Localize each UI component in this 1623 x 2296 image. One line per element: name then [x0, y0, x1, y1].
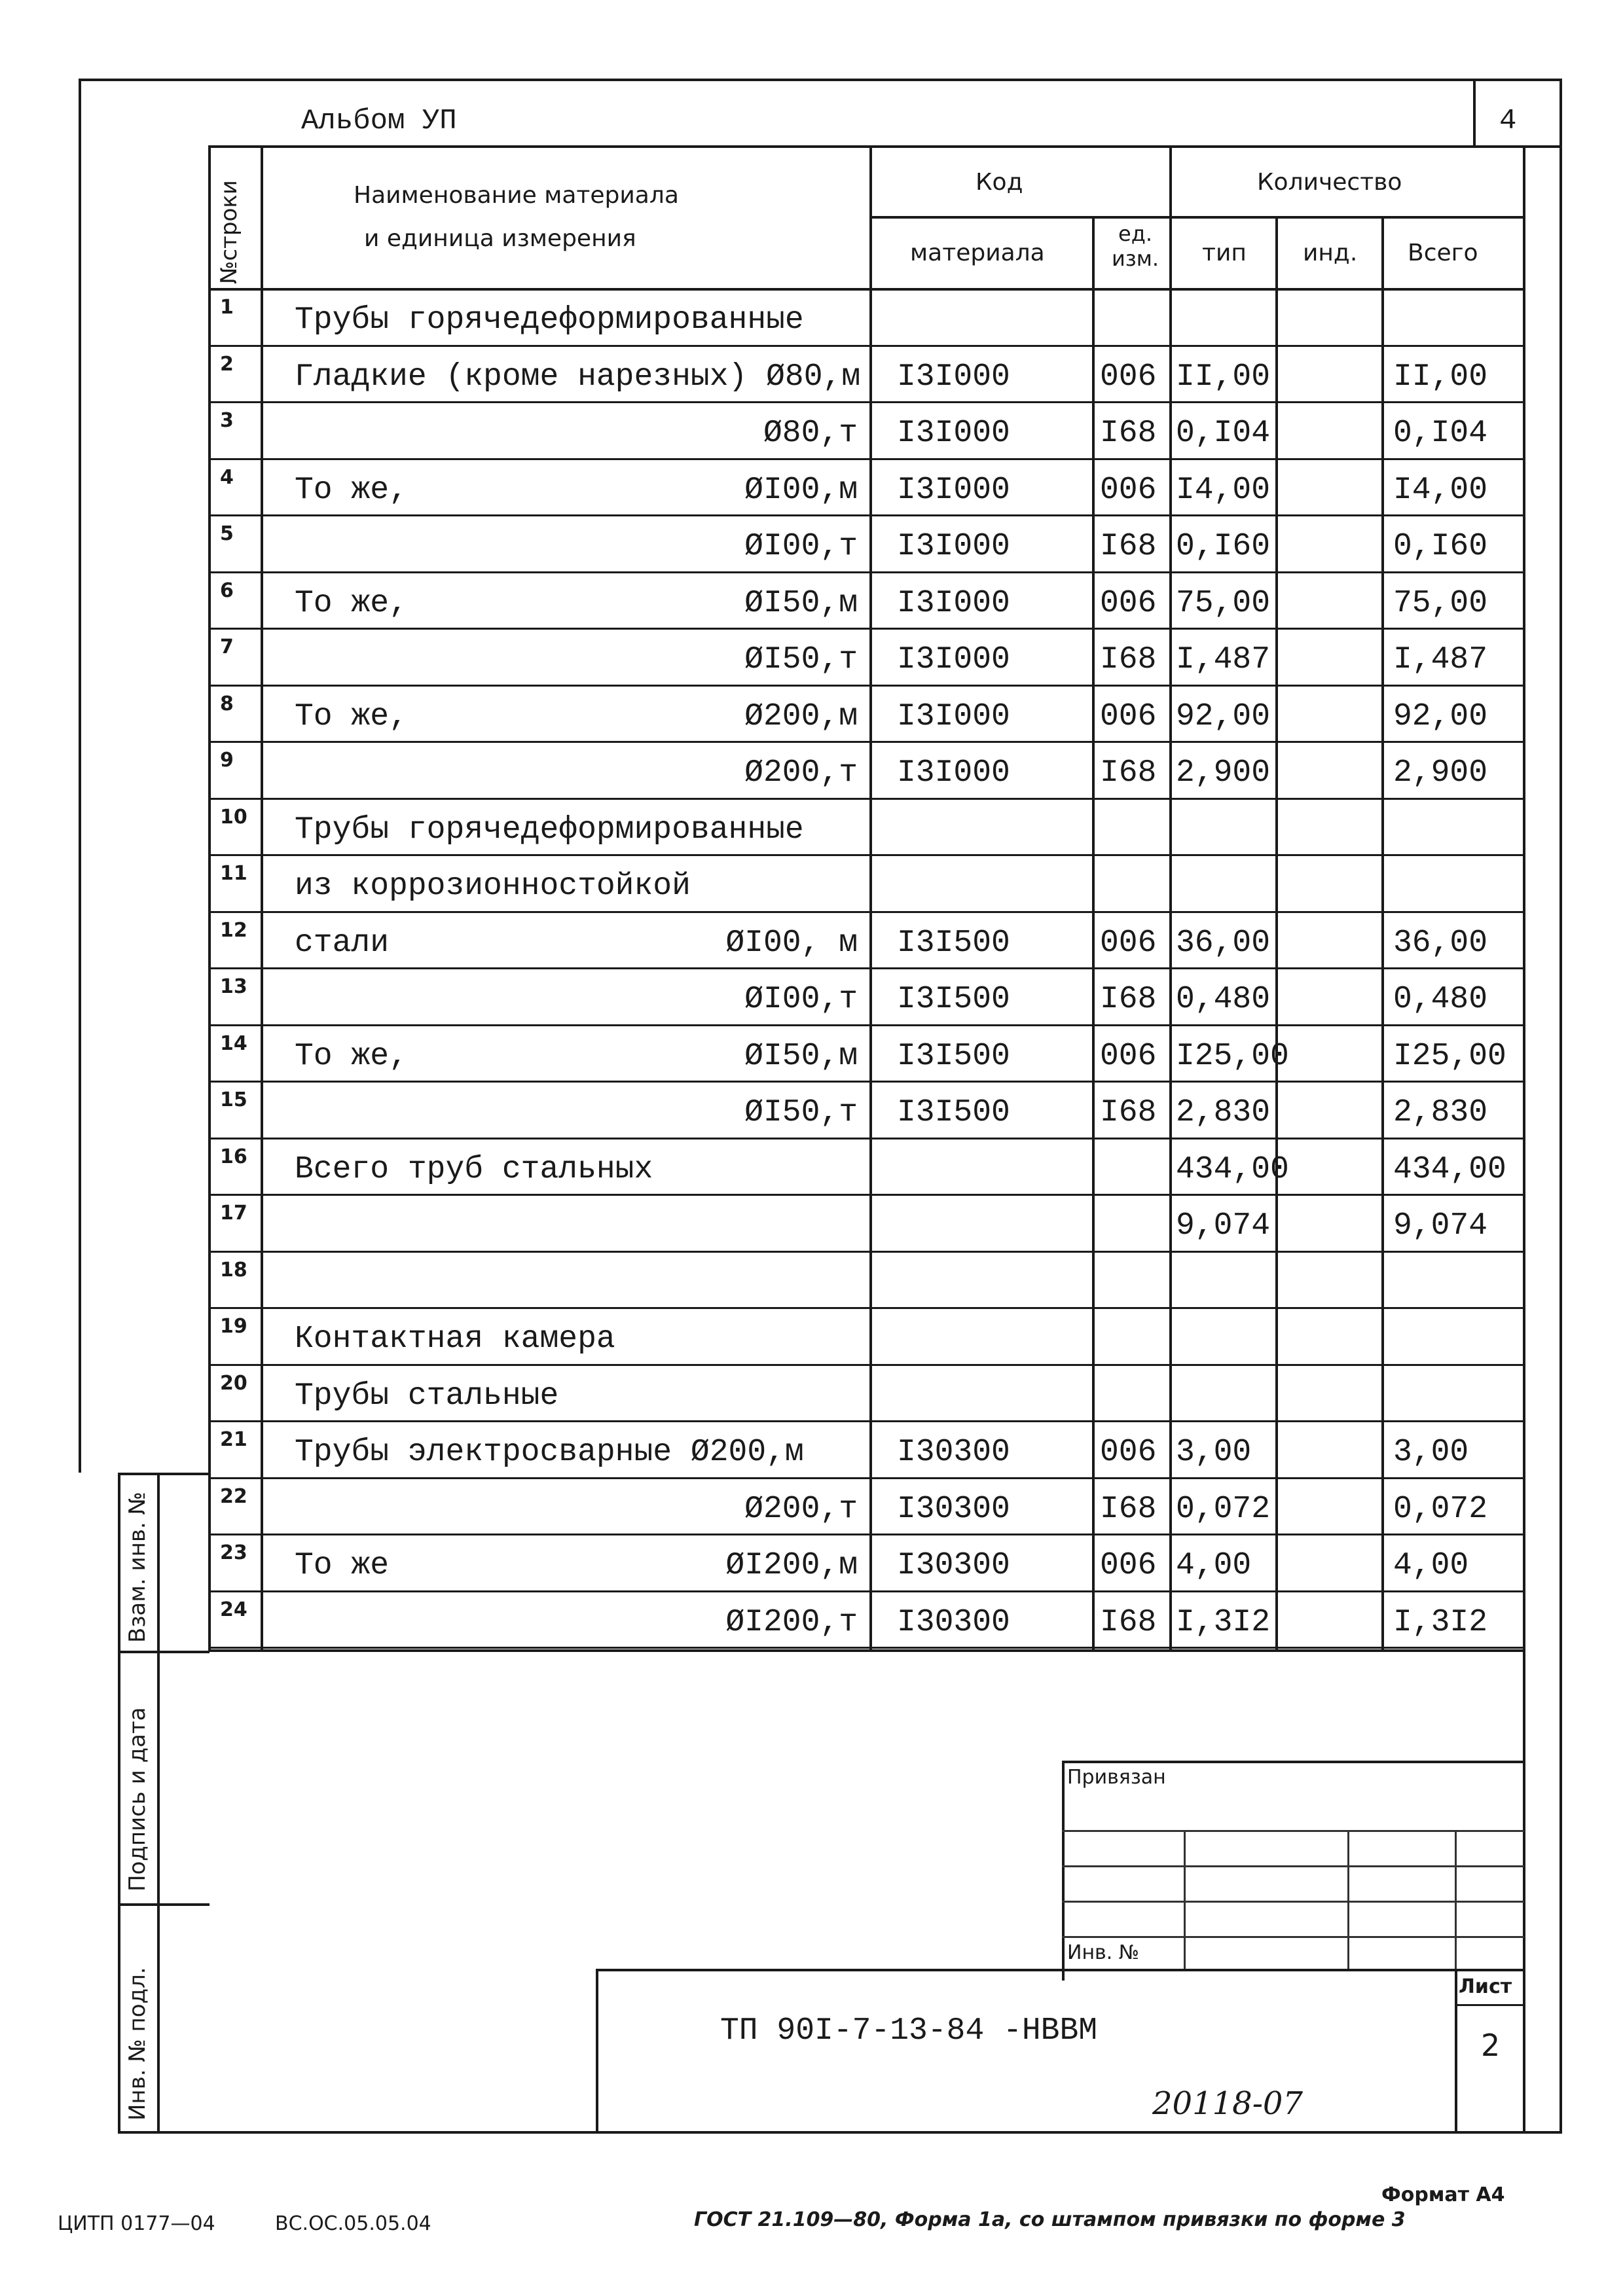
side-stamp-div2 [118, 1903, 210, 1906]
doc-block-left [596, 1969, 598, 2132]
row-qty-total: 36,00 [1393, 925, 1488, 961]
row-name: Контактная камера [295, 1321, 615, 1357]
col-header-code-unit: ед. изм. [1111, 221, 1159, 271]
row-qty-total: 0,480 [1393, 982, 1488, 1017]
row-number: 10 [220, 805, 247, 829]
row-number: 14 [220, 1031, 247, 1055]
col-header-name-1: Наименование материала [354, 182, 679, 209]
row-qty-type: I4,00 [1176, 472, 1271, 508]
row-qty-type: II,00 [1176, 359, 1271, 395]
footer-left-1: ЦИТП 0177—04 [58, 2212, 215, 2235]
stamp-col1 [1184, 1830, 1186, 1969]
row-unit: I68 [1100, 982, 1157, 1017]
row-qty-total: 2,830 [1393, 1095, 1488, 1130]
row-size: ØI200,м [725, 1548, 858, 1583]
row-qty-type: I25,00 [1176, 1038, 1289, 1074]
stamp-privyazan-top [1062, 1761, 1524, 1763]
row-number: 11 [220, 862, 247, 885]
row-qty-type: I,487 [1176, 642, 1271, 677]
stamp-privyazan-label: Привязан [1067, 1766, 1166, 1789]
row-name: То же, [295, 472, 408, 508]
row-qty-total: I,487 [1393, 642, 1488, 677]
row-number: 21 [220, 1428, 247, 1451]
row-line [208, 571, 1524, 573]
sheet-number-top: 4 [1499, 105, 1517, 137]
row-name: Трубы электросварные Ø200,м [295, 1435, 804, 1470]
side-podpis: Подпись и дата [124, 1707, 151, 1892]
footer-format: Формат А4 [1381, 2183, 1505, 2206]
row-unit: I68 [1100, 1491, 1157, 1527]
list-box-left [1455, 1969, 1457, 2132]
col-line-name [261, 145, 263, 1651]
row-unit: I68 [1100, 755, 1157, 791]
row-unit: I68 [1100, 1095, 1157, 1130]
stamp-col3 [1455, 1830, 1457, 1969]
row-qty-total: 92,00 [1393, 698, 1488, 734]
frame-bottom [118, 2131, 1562, 2134]
row-line [208, 1081, 1524, 1083]
row-name: Трубы горячедеформированные [295, 302, 804, 338]
row-number: 19 [220, 1315, 247, 1338]
col-line-code [869, 145, 872, 1651]
row-name: То же, [295, 585, 408, 621]
side-stamp-div1 [118, 1651, 210, 1653]
row-number: 22 [220, 1484, 247, 1508]
col-line-left [208, 145, 211, 1651]
row-size: ØI00,м [744, 472, 858, 508]
row-unit: 006 [1100, 1038, 1157, 1074]
row-line [208, 401, 1524, 403]
row-code: I3I000 [897, 755, 1010, 791]
row-code: I3I500 [897, 982, 1010, 1017]
row-code: I30300 [897, 1604, 1010, 1640]
table-end-line [208, 1649, 1524, 1652]
row-unit: 006 [1100, 472, 1157, 508]
row-qty-type: 0,I04 [1176, 416, 1271, 451]
row-size: ØI00, м [725, 925, 858, 961]
row-number: 15 [220, 1088, 247, 1111]
row-qty-type: 0,072 [1176, 1491, 1271, 1527]
row-line [208, 1477, 1524, 1479]
row-code: I3I500 [897, 1038, 1010, 1074]
row-number: 8 [220, 692, 234, 715]
row-number: 7 [220, 636, 234, 658]
col-header-code-material: материала [910, 240, 1045, 266]
row-number: 4 [220, 465, 234, 489]
row-line [208, 1364, 1524, 1366]
row-code: I3I000 [897, 529, 1010, 564]
row-name: Гладкие (кроме нарезных) Ø80,м [295, 359, 861, 395]
album-title: Альбом УП [301, 105, 457, 137]
side-stamp-mid [157, 1473, 160, 2134]
row-line [208, 967, 1524, 969]
row-size: ØI50,т [744, 1095, 858, 1130]
row-line [208, 911, 1524, 913]
sheet-box-left [1473, 79, 1476, 148]
row-line [208, 1307, 1524, 1309]
side-stamp-top [118, 1473, 210, 1475]
frame-top [79, 79, 1562, 81]
doc-block-top [596, 1969, 1524, 1971]
row-code: I3I000 [897, 472, 1010, 508]
row-unit: I68 [1100, 529, 1157, 564]
row-line [208, 628, 1524, 630]
row-code: I30300 [897, 1491, 1010, 1527]
row-number: 23 [220, 1541, 247, 1564]
row-code: I3I000 [897, 585, 1010, 621]
row-line [208, 1024, 1524, 1026]
row-unit: 006 [1100, 359, 1157, 395]
row-size: Ø80,т [763, 416, 858, 451]
row-qty-total: 9,074 [1393, 1208, 1488, 1244]
col-line-unit [1092, 216, 1095, 1651]
row-size: Ø200,т [744, 755, 858, 791]
footer-left-2: ВС.ОС.05.05.04 [275, 2212, 431, 2235]
row-qty-total: 4,00 [1393, 1548, 1469, 1583]
row-number: 9 [220, 749, 234, 772]
row-size: ØI00,т [744, 982, 858, 1017]
row-number: 12 [220, 918, 247, 942]
row-name: Всего труб стальных [295, 1151, 653, 1187]
row-line [208, 458, 1524, 460]
row-name: То же [295, 1548, 390, 1583]
stamp-col2 [1347, 1830, 1349, 1969]
row-line [208, 1647, 1524, 1649]
row-unit: 006 [1100, 925, 1157, 961]
row-code: I3I000 [897, 359, 1010, 395]
row-line [208, 741, 1524, 743]
row-qty-total: 0,072 [1393, 1491, 1488, 1527]
row-number: 20 [220, 1371, 247, 1395]
row-number: 5 [220, 522, 234, 545]
row-qty-total: 2,900 [1393, 755, 1488, 791]
col-line-ind [1381, 216, 1384, 1651]
side-inv-podl: Инв. № подл. [124, 1967, 151, 2121]
col-header-qty-total: Всего [1408, 240, 1478, 266]
row-unit: I68 [1100, 1604, 1157, 1640]
header-bottom-line [208, 288, 1524, 291]
row-number: 16 [220, 1145, 247, 1168]
col-line-type [1275, 216, 1278, 1651]
row-code: I3I000 [897, 416, 1010, 451]
row-qty-total: 3,00 [1393, 1435, 1469, 1470]
row-code: I3I000 [897, 642, 1010, 677]
list-number: 2 [1481, 2028, 1501, 2063]
col-header-row-no: №строки [216, 180, 242, 284]
row-name: Трубы стальные [295, 1378, 559, 1414]
row-number: 24 [220, 1598, 247, 1621]
row-size: ØI50,м [744, 585, 858, 621]
col-header-code: Код [976, 169, 1023, 196]
row-code: I3I000 [897, 698, 1010, 734]
row-name: из коррозионностойкой [295, 869, 691, 904]
row-line [208, 1194, 1524, 1196]
row-qty-type: 2,900 [1176, 755, 1271, 791]
row-name: То же, [295, 1038, 408, 1074]
row-code: I3I500 [897, 925, 1010, 961]
row-name: Трубы горячедеформированные [295, 812, 804, 848]
col-header-name-2: и единица измерения [364, 225, 636, 252]
row-qty-type: 2,830 [1176, 1095, 1271, 1130]
row-size: ØI00,т [744, 529, 858, 564]
row-number: 2 [220, 352, 234, 376]
row-qty-type: 36,00 [1176, 925, 1271, 961]
row-size: Ø200,м [744, 698, 858, 734]
row-line [208, 1590, 1524, 1592]
row-name: стали [295, 925, 390, 961]
row-qty-type: 9,074 [1176, 1208, 1271, 1244]
row-qty-total: 0,I60 [1393, 529, 1488, 564]
handwritten-number: 20118-07 [1152, 2085, 1303, 2122]
row-line [208, 1251, 1524, 1253]
row-qty-total: 75,00 [1393, 585, 1488, 621]
frame-left [79, 79, 81, 1473]
col-header-qty-type: тип [1202, 240, 1247, 266]
row-qty-total: 0,I04 [1393, 416, 1488, 451]
stamp-inv-label: Инв. № [1067, 1941, 1140, 1964]
row-qty-type: 4,00 [1176, 1548, 1252, 1583]
side-stamp-left [118, 1473, 120, 2134]
row-qty-type: 3,00 [1176, 1435, 1252, 1470]
row-qty-total: I25,00 [1393, 1038, 1506, 1074]
row-qty-total: I4,00 [1393, 472, 1488, 508]
row-number: 6 [220, 579, 234, 602]
row-qty-type: I,3I2 [1176, 1604, 1271, 1640]
row-qty-type: 0,480 [1176, 982, 1271, 1017]
col-header-qty: Количество [1257, 169, 1402, 196]
stamp-privyazan-left [1062, 1761, 1065, 1981]
row-qty-type: 75,00 [1176, 585, 1271, 621]
list-box-mid [1455, 2004, 1524, 2006]
row-line [208, 798, 1524, 800]
row-number: 13 [220, 975, 247, 998]
row-number: 18 [220, 1258, 247, 1282]
row-line [208, 1138, 1524, 1139]
list-label: Лист [1459, 1975, 1512, 1998]
row-size: Ø200,т [744, 1491, 858, 1527]
row-qty-type: 92,00 [1176, 698, 1271, 734]
row-qty-total: I,3I2 [1393, 1604, 1488, 1640]
row-name: То же, [295, 698, 408, 734]
row-unit: I68 [1100, 642, 1157, 677]
col-line-qty [1169, 145, 1172, 1651]
row-line [208, 1534, 1524, 1535]
row-unit: 006 [1100, 698, 1157, 734]
doc-code: ТП 90I-7-13-84 -НВВМ [720, 2013, 1098, 2049]
row-code: I30300 [897, 1435, 1010, 1470]
header-mid-line [869, 216, 1524, 219]
row-line [208, 854, 1524, 856]
col-header-qty-ind: инд. [1303, 240, 1358, 266]
row-line [208, 685, 1524, 687]
row-number: 3 [220, 409, 234, 432]
row-line [208, 345, 1524, 347]
row-line [208, 1420, 1524, 1422]
row-unit: 006 [1100, 1435, 1157, 1470]
row-qty-type: 0,I60 [1176, 529, 1271, 564]
row-qty-type: 434,00 [1176, 1151, 1289, 1187]
row-unit: 006 [1100, 1548, 1157, 1583]
row-unit: I68 [1100, 416, 1157, 451]
frame-right [1559, 79, 1562, 2134]
row-qty-total: II,00 [1393, 359, 1488, 395]
row-qty-total: 434,00 [1393, 1151, 1506, 1187]
row-code: I30300 [897, 1548, 1010, 1583]
row-number: 17 [220, 1202, 247, 1225]
row-size: ØI200,т [725, 1604, 858, 1640]
row-size: ØI50,т [744, 642, 858, 677]
row-line [208, 514, 1524, 516]
album-underline [210, 145, 1562, 148]
side-vzam: Взам. инв. № [124, 1492, 151, 1643]
row-number: 1 [220, 296, 234, 319]
row-unit: 006 [1100, 585, 1157, 621]
row-code: I3I500 [897, 1095, 1010, 1130]
row-size: ØI50,м [744, 1038, 858, 1074]
footer-gost: ГОСТ 21.109—80, Форма 1а, со штампом привязки по форме 3 [694, 2208, 1406, 2231]
